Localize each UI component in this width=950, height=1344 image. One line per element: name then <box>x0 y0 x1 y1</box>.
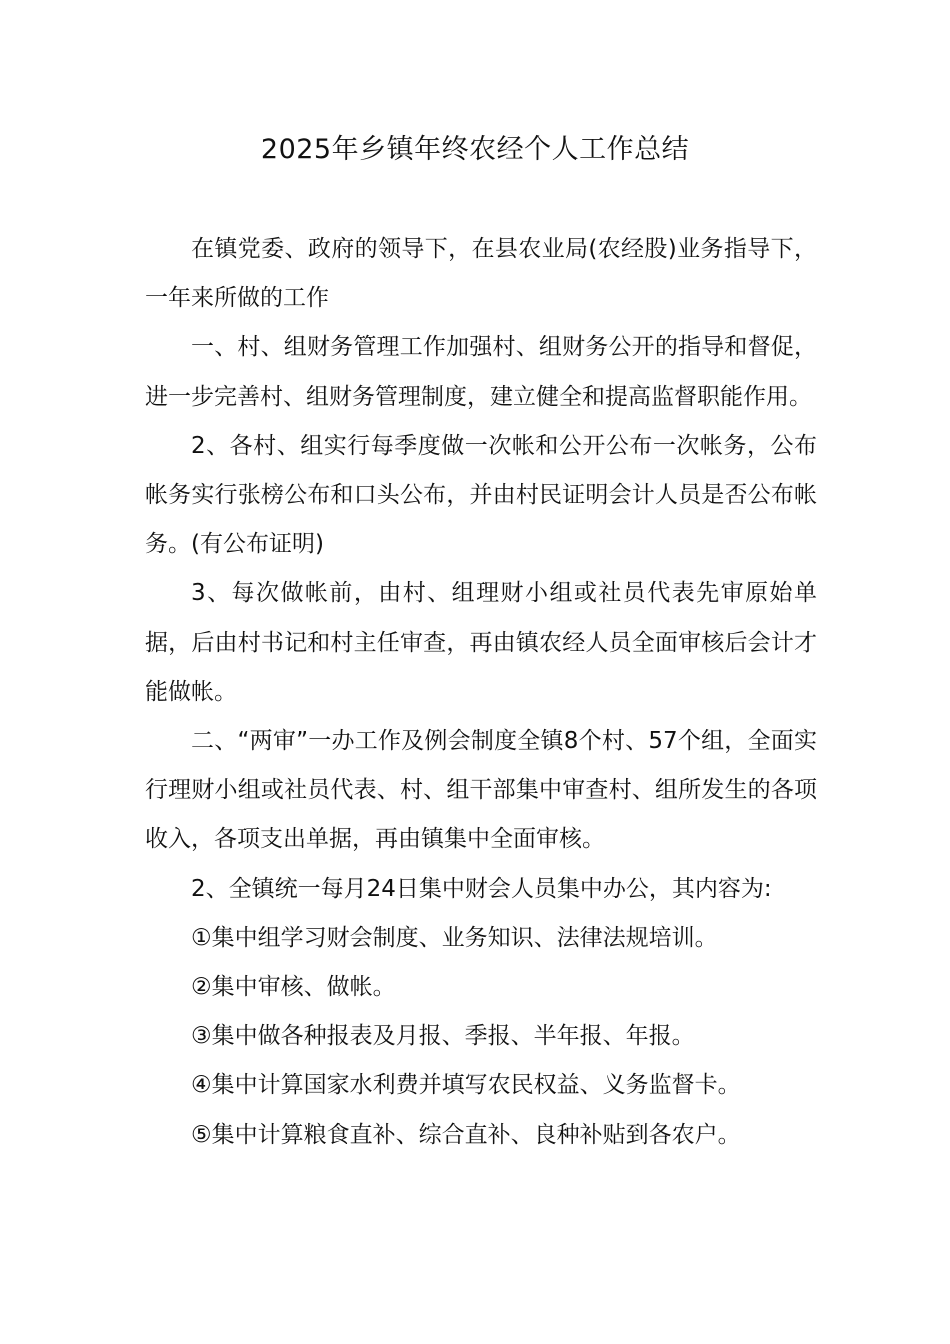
list-item: ⑤集中计算粮食直补、综合直补、良种补贴到各农户。 <box>191 1121 741 1148</box>
document-title: 2025年乡镇年终农经个人工作总结 <box>260 134 690 165</box>
list-item: ③集中做各种报表及月报、季报、半年报、年报。 <box>191 1023 695 1050</box>
list-item: ②集中审核、做帐。 <box>191 974 396 1001</box>
paragraph-section-one: 一、村、组财务管理工作加强村、组财务公开的指导和督促，进一步完善村、组财务管理制度，建立健全和提高监督职能作用。 <box>145 334 817 410</box>
paragraph-point-3: 3、每次做帐前，由村、组理财小组或社员代表先审原始单据，后由村书记和村主任审查，再由镇农经人员全面审核后会计才能做帐。 <box>145 580 817 705</box>
paragraph-intro: 在镇党委、政府的领导下，在县农业局(农经股)业务指导下，一年来所做的工作 <box>145 236 817 312</box>
paragraph-section-two: 二、“两审”一办工作及例会制度全镇8个村、57个组，全面实行理财小组或社员代表、村、组干部集中审查村、组所发生的各项收入，各项支出单据，再由镇集中全面审核。 <box>145 728 817 853</box>
document-body <box>145 225 817 1160</box>
paragraph-section-two-point-2: 2、全镇统一每月24日集中财会人员集中办公，其内容为: <box>191 875 772 902</box>
list-item: ④集中计算国家水利费并填写农民权益、义务监督卡。 <box>191 1072 741 1099</box>
paragraph-point-2: 2、各村、组实行每季度做一次帐和公开公布一次帐务，公布帐务实行张榜公布和口头公布，并由村民证明会计人员是否公布帐务。(有公布证明) <box>145 432 817 558</box>
list-item: ①集中组学习财会制度、业务知识、法律法规培训。 <box>191 924 718 951</box>
